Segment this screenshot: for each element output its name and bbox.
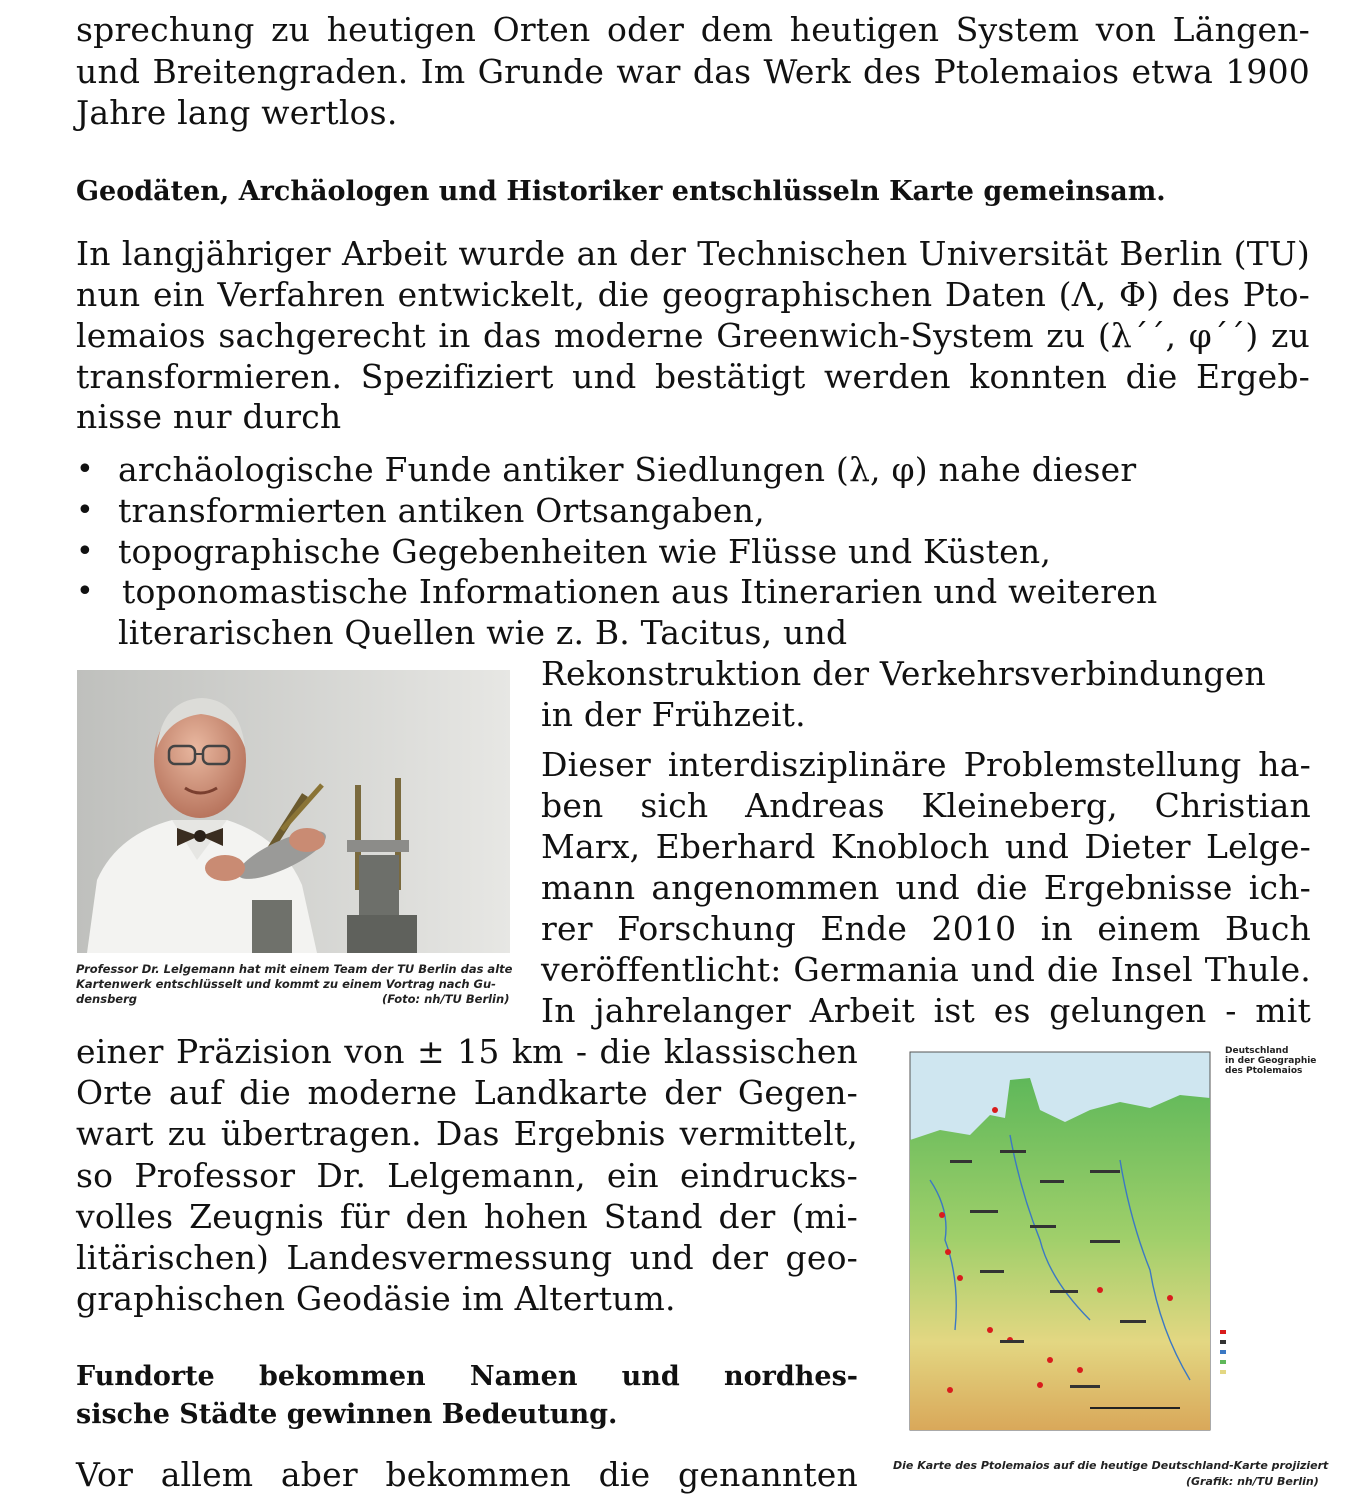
paragraph-line: Marx, Eberhard Knobloch und Dieter Lelge- [541, 827, 1311, 866]
paragraph-line: so Professor Dr. Lelgemann, ein eindrucks- [76, 1156, 858, 1195]
paragraph-line: graphischen Geodäsie im Altertum. [76, 1279, 676, 1318]
bullet-item: transformierten antiken Ortsangaben, [118, 491, 765, 530]
photo-credit: (Foto: nh/TU Berlin) [382, 992, 510, 1006]
paragraph-line: In jahrelanger Arbeit ist es gelungen - mit [541, 991, 1311, 1030]
paragraph-line: lemaios sachgerecht in das moderne Greenwich-System zu (λ´´, φ´´) zu [76, 316, 1310, 355]
map-credit: (Grafik: nh/TU Berlin) [1186, 1475, 1319, 1488]
section-heading: Fundorte bekommen Namen und nordhes- [76, 1361, 858, 1392]
section-heading: sische Städte gewinnen Bedeutung. [76, 1399, 618, 1430]
paragraph-line: wart zu übertragen. Das Ergebnis vermittelt, [76, 1114, 858, 1153]
paragraph-line: volles Zeugnis für den hohen Stand der (mi- [76, 1197, 858, 1236]
section-heading: Geodäten, Archäologen und Historiker entschlüsseln Karte gemeinsam. [76, 176, 1166, 207]
paragraph-line: Dieser interdisziplinäre Problemstellung ha- [541, 745, 1311, 784]
paragraph-line: nisse nur durch [76, 397, 342, 436]
bullet-item: archäologische Funde antiker Siedlungen (λ, φ) nahe dieser [118, 450, 1137, 489]
map-title: des Ptolemaios [1225, 1066, 1303, 1076]
bullet-item: topographische Gegebenheiten wie Flüsse und Küsten, [118, 532, 1052, 571]
intro-line: und Breitengraden. Im Grunde war das Werk des Ptolemaios etwa 1900 [76, 52, 1310, 91]
paragraph-line: ben sich Andreas Kleineberg, Christian [541, 786, 1311, 825]
bullet-item: in der Frühzeit. [541, 695, 806, 734]
photo-caption: Professor Dr. Lelgemann hat mit einem Team der TU Berlin das alte [76, 962, 513, 976]
photo-caption: Kartenwerk entschlüsselt und kommt zu einem Vortrag nach Gu- [76, 977, 496, 991]
bullet-item: literarischen Quellen wie z. B. Tacitus, und [118, 613, 848, 652]
map-title: Deutschland [1225, 1046, 1289, 1056]
bullet-item: Rekonstruktion der Verkehrsverbindungen [541, 654, 1266, 693]
photo-caption: densberg [76, 992, 137, 1006]
intro-line: Jahre lang wertlos. [76, 93, 398, 132]
paragraph-line: nun ein Verfahren entwickelt, die geographischen Daten (Λ, Φ) des Pto- [76, 275, 1310, 314]
professor-photo [77, 670, 510, 953]
germany-map [890, 1040, 1320, 1455]
intro-line: sprechung zu heutigen Orten oder dem heutigen System von Längen- [76, 10, 1310, 49]
bullet-icon: • [76, 574, 94, 609]
bullet-icon: • [76, 493, 94, 528]
bullet-item: toponomastische Informationen aus Itinerarien und weiteren [122, 572, 1158, 611]
paragraph-line: In langjähriger Arbeit wurde an der Technischen Universität Berlin (TU) [76, 234, 1310, 273]
paragraph-line: Orte auf die moderne Landkarte der Gegen- [76, 1073, 858, 1112]
paragraph-line: transformieren. Spezifiziert und bestätigt werden konnten die Ergeb- [76, 357, 1310, 396]
bullet-icon: • [76, 534, 94, 569]
paragraph-line: veröffentlicht: Germania und die Insel Thule. [541, 950, 1311, 989]
bullet-icon: • [76, 452, 94, 487]
paragraph-line: mann angenommen und die Ergebnisse ich- [541, 868, 1311, 907]
paragraph-line: rer Forschung Ende 2010 in einem Buch [541, 909, 1311, 948]
paragraph-line: einer Präzision von ± 15 km - die klassischen [76, 1032, 858, 1071]
paragraph-line: Vor allem aber bekommen die genannten [76, 1455, 858, 1494]
map-title: in der Geographie [1225, 1056, 1317, 1066]
paragraph-line: litärischen) Landesvermessung und der geo- [76, 1238, 858, 1277]
map-caption: Die Karte des Ptolemaios auf die heutige Deutschland-Karte projiziert [893, 1459, 1329, 1472]
germany-map-figure [890, 1040, 1320, 1455]
